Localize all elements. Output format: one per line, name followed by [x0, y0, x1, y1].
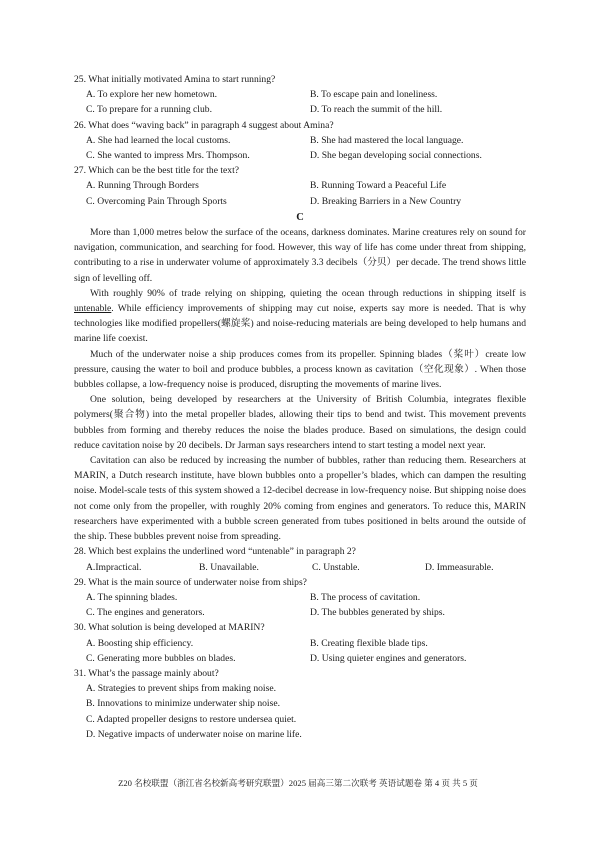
option-c: C. Generating more bubbles on blades. — [86, 652, 236, 664]
options-row — [86, 148, 526, 163]
options-row — [86, 590, 526, 605]
passage-paragraph-1: More than 1,000 metres below the surface of the oceans, darkness dominates. Marine creatures rely on sound for navigation, communication, and searching for food. However, this way of life has come under threat from shipping, contributing to a rise in underwater volume of approximately 3.3 decibels（分贝）per decade. The trend shows little sign of levelling off. — [74, 227, 526, 284]
paragraph-text: With roughly 90% of trade relying on shipping, quieting the ocean through reductions in shipping itself is — [90, 287, 526, 299]
options-row — [86, 194, 526, 209]
option-b: B. She had mastered the local language. — [310, 134, 464, 146]
option-b: B. Innovations to minimize underwater ship noise. — [86, 698, 280, 710]
option-a: A. To explore her new hometown. — [86, 89, 218, 101]
question-stem: 26. What does “waving back” in paragraph 4 suggest about Amina? — [74, 119, 334, 131]
options-row — [86, 605, 526, 620]
paragraph-text: . While efficiency improvements of shipping may cut noise, experts say more is needed. That is why technologies like modified propellers(螺旋桨) and noise-reducing materials are being developed to help humans and marine life coexist. — [74, 303, 526, 345]
question-stem: 29. What is the main source of underwater noise from ships? — [74, 576, 307, 588]
option-b: B. The process of cavitation. — [310, 591, 421, 603]
options-row — [86, 560, 526, 575]
question-stem: 25. What initially motivated Amina to start running? — [74, 74, 276, 85]
option-d: D. She began developing social connections. — [310, 150, 482, 162]
option-d: D. The bubbles generated by ships. — [310, 607, 445, 619]
option-d: D. Using quieter engines and generators. — [310, 652, 467, 664]
question-stem: 30. What solution is being developed at MARIN? — [74, 622, 265, 634]
question-29 — [74, 575, 526, 621]
options-row — [86, 636, 526, 651]
options-row — [86, 133, 526, 148]
option-a: A.Impractical. — [86, 561, 142, 573]
option-c: C. She wanted to impress Mrs. Thompson. — [86, 150, 250, 162]
question-28 — [74, 544, 526, 574]
passage-paragraph-3: Much of the underwater noise a ship produces comes from its propeller. Spinning blades（桨叶）create low pressure, causing the water to boil and produce bubbles, a process known as cavitation（空化现象）. When those bubbles collapse, a low-frequency noise is produced, disrupting the movements of marine lives. — [74, 348, 526, 391]
option-c: C. The engines and generators. — [86, 607, 205, 619]
passage-paragraph-5: Cavitation can also be reduced by increasing the number of bubbles, rather than reducing them. Researchers at MARIN, a Dutch research institute, have blown bubbles onto a propeller’s blades, which can dampen the resulting noise. Model-scale tests of this system showed a 12-decibel decrease in low-frequency noise. But shipping noise does not come only from the propeller, with roughly 20% coming from engines and generators. To reduce this, MARIN researchers have experimented with a bubble screen generated from tubes positioned in belts around the outside of the ship. These bubbles prevent noise from spreading. — [74, 455, 526, 543]
question-stem: 31. What’s the passage mainly about? — [74, 667, 219, 679]
option-b: B. Running Toward a Peaceful Life — [310, 180, 447, 192]
options-row — [86, 651, 526, 666]
question-25 — [74, 72, 526, 118]
option-c: C. Unstable. — [312, 561, 360, 573]
question-stem: 28. Which best explains the underlined word “untenable” in paragraph 2? — [74, 546, 356, 558]
passage-paragraph-4: One solution, being developed by researchers at the University of British Columbia, integrates flexible polymers(聚合物) into the metal propeller blades, allowing their tips to bend and twist. This movement prevents bubbles from forming and thereby reduces the noise the blades produce. Based on simulations, the design could reduce cavitation noise by 20 decibels. Dr Jarman says researchers intend to start testing a model next year. — [74, 394, 526, 451]
underlined-word: untenable — [74, 303, 112, 315]
options-row — [86, 87, 526, 102]
option-d: D. Negative impacts of underwater noise on marine life. — [86, 728, 302, 740]
section-heading: C — [296, 211, 304, 223]
option-a: A. Boosting ship efficiency. — [86, 637, 194, 649]
question-26 — [74, 118, 526, 164]
option-c: C. Adapted propeller designs to restore undersea quiet. — [86, 713, 297, 725]
option-c: C. Overcoming Pain Through Sports — [86, 195, 227, 207]
question-stem: 27. Which can be the best title for the text? — [74, 165, 239, 177]
page-content — [74, 72, 526, 742]
option-a: A. She had learned the local customs. — [86, 134, 231, 146]
page-footer: Z20 名校联盟（浙江省名校新高考研究联盟）2025 届高三第二次联考 英语试题卷 第 4 页 共 5 页 — [118, 778, 478, 788]
option-a: A. Running Through Borders — [86, 180, 199, 192]
options-row — [86, 102, 526, 117]
option-c: C. To prepare for a running club. — [86, 104, 212, 116]
passage-paragraph-2 — [74, 286, 526, 347]
option-b: B. Creating flexible blade tips. — [310, 637, 428, 649]
option-d: D. To reach the summit of the hill. — [310, 104, 443, 116]
question-27 — [74, 163, 526, 209]
option-b: B. Unavailable. — [199, 561, 259, 573]
option-a: A. The spinning blades. — [86, 591, 178, 603]
option-a: A. Strategies to prevent ships from making noise. — [86, 683, 276, 695]
option-d: D. Breaking Barriers in a New Country — [310, 195, 462, 207]
question-31 — [74, 666, 526, 742]
question-30 — [74, 620, 526, 666]
options-row — [86, 178, 526, 193]
option-b: B. To escape pain and loneliness. — [310, 89, 438, 101]
option-d: D. Immeasurable. — [425, 561, 494, 573]
